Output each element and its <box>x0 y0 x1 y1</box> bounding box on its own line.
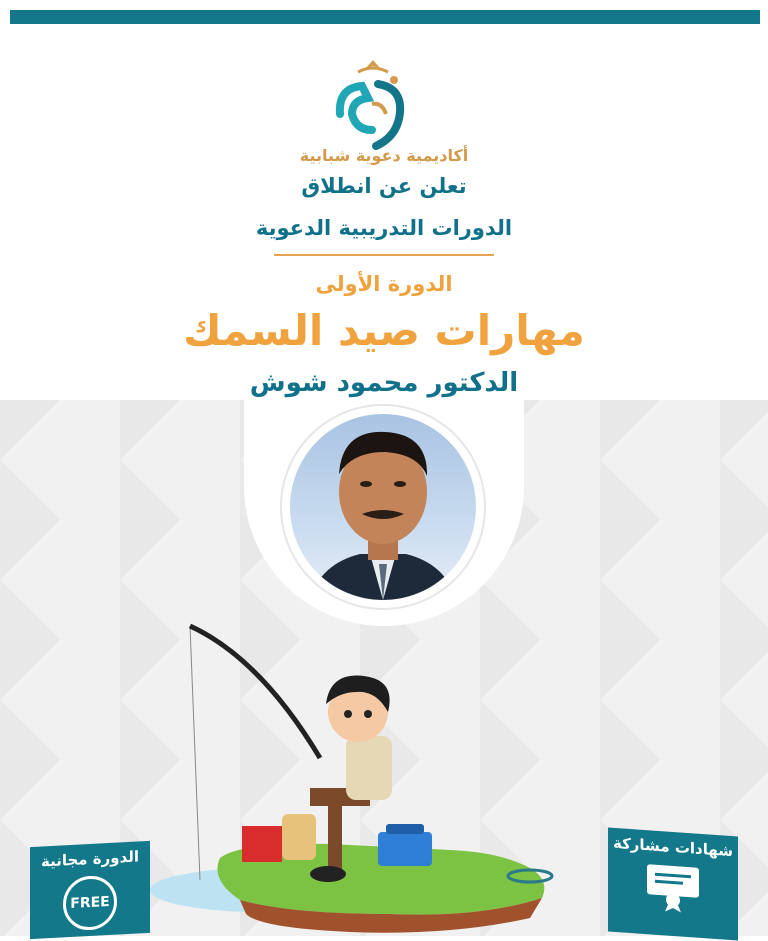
instructor-name: الدكتور محمود شوش <box>249 368 519 398</box>
free-course-badge <box>30 841 150 939</box>
poster-header <box>0 24 768 400</box>
academy-name: أكاديمية دعوية شبابية <box>299 146 469 165</box>
free-icon: FREE <box>63 875 117 932</box>
certificate-icon <box>641 860 705 914</box>
announcement-line-2: الدورات التدريبية الدعوية <box>255 216 513 240</box>
header-divider <box>274 254 494 256</box>
top-accent-bar <box>10 10 760 24</box>
course-number: الدورة الأولى <box>315 272 453 296</box>
certificates-label: شهادات مشاركة <box>612 833 734 861</box>
course-title: مهارات صيد السمك <box>183 306 585 355</box>
academy-logo <box>328 54 418 154</box>
instructor-photo <box>290 414 476 600</box>
free-course-label: الدورة مجانية <box>40 847 140 871</box>
boy-fishing-illustration <box>150 618 610 936</box>
certificates-badge <box>608 827 738 940</box>
announcement-line-1: تعلن عن انطلاق <box>301 174 467 198</box>
